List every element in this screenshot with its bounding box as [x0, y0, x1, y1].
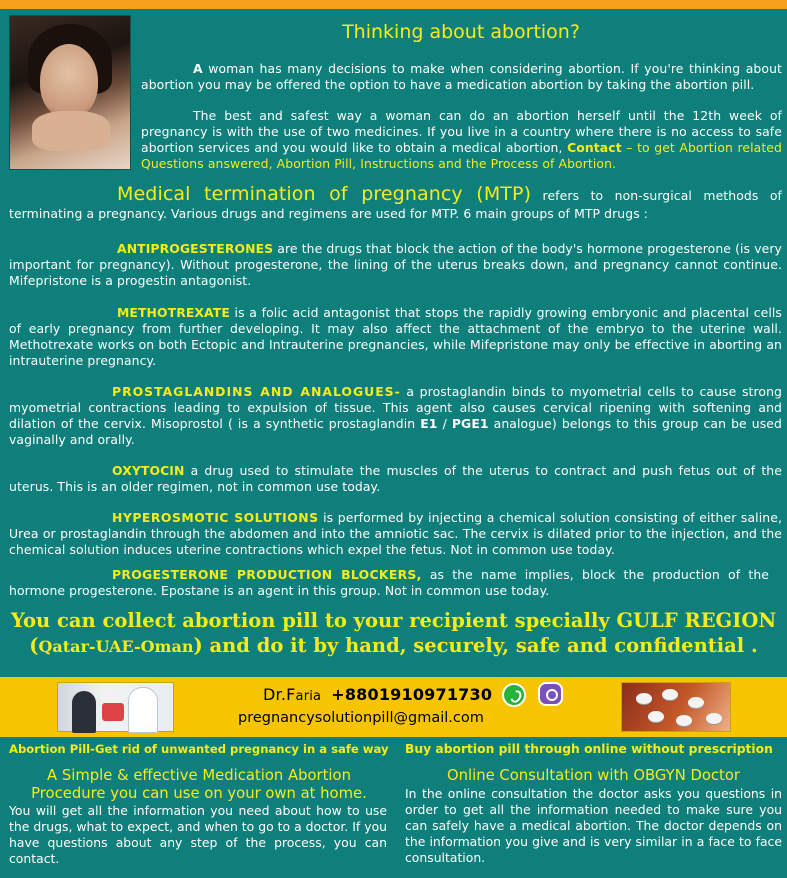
pill-shape	[706, 713, 722, 724]
drug-progesterone-blockers	[9, 567, 769, 599]
pge1-label: PGE1	[451, 416, 489, 431]
phone-number[interactable]: +8801910971730	[331, 685, 493, 704]
drug-methotrexate	[9, 305, 782, 369]
left-column-heading: Abortion Pill-Get rid of unwanted pregnancy in a safe way	[9, 742, 389, 756]
pill-shape	[662, 689, 678, 700]
drug-name: HYPEROSMOTIC SOLUTIONS	[112, 510, 319, 525]
drug-hyperosmotic-solutions	[9, 510, 782, 558]
left-column-title: A Simple & effective Medication Abortion Procedure you can use on your own at home.	[31, 767, 367, 802]
gulf-region-notice	[8, 608, 779, 659]
doctor-consultation-photo	[57, 682, 174, 732]
drug-prostaglandins	[9, 384, 782, 448]
photo-hand-shape	[32, 111, 110, 151]
doctor-name-rest: aria	[295, 689, 322, 704]
top-accent-bar	[0, 0, 787, 9]
slash-separator: /	[437, 416, 452, 431]
doctor-contact	[263, 685, 492, 704]
contact-link-rest[interactable]: – to get Abortion related Questions answered, Abortion Pill, Instructions and the Process of Abortion.	[141, 140, 782, 171]
mtp-text: refers to non-surgical methods of terminating a pregnancy. Various drugs and regimens are used for MTP. 6 main groups of MTP drugs :	[9, 188, 783, 221]
doctor-figure	[128, 687, 158, 733]
pill-shape	[636, 693, 652, 704]
pill-shape	[648, 711, 664, 722]
desk-item	[102, 703, 124, 721]
drug-name: OXYTOCIN	[112, 463, 185, 478]
contact-band	[0, 677, 787, 737]
drug-oxytocin	[9, 463, 782, 495]
pill-shape	[688, 697, 704, 708]
intro-paragraph-1-text: woman has many decisions to make when considering abortion. If you're thinking about abortion you may be offered the option to have a medication abortion by taking the abortion pill.	[141, 61, 782, 92]
intro-paragraph-2	[141, 108, 782, 172]
viber-icon[interactable]	[538, 682, 563, 706]
drug-description: a prostaglandin binds to myometrial cells to cause strong myometrial contractions leading to expulsion of tissue. This agent also causes cervical ripening with softening and dilation of the cervix. Misoprostol ( is a synthetic prostaglandin	[9, 384, 782, 431]
gulf-line-2: ) and do it by hand, securely, safe and confidential .	[193, 634, 758, 657]
intro-paragraph-1	[141, 61, 782, 93]
pill-shape	[676, 715, 692, 726]
right-column-text: In the online consultation the doctor asks you questions in order to get all the information needed to make sure you can safely have a medical abortion. The doctor depends on the information you give and is very similar in a face to face consultation.	[405, 786, 782, 865]
doctor-name-prefix: Dr.F	[263, 685, 296, 704]
gulf-region-names: Qatar-UAE-Oman	[38, 637, 194, 656]
abortion-pills-photo	[621, 682, 731, 732]
whatsapp-icon[interactable]	[502, 683, 526, 707]
right-column-heading: Buy abortion pill through online without prescription	[405, 742, 773, 756]
drug-description: are the drugs that block the action of the body's hormone progesterone (is very important for pregnancy). Without progesterone, the lining of the uterus breaks down, and pregnancy cannot continue. Mifepristone is a progestin antagonist.	[9, 241, 782, 288]
page-title: Thinking about abortion?	[342, 21, 580, 43]
drug-description: a drug used to stimulate the muscles of the uterus to contract and push fetus out of the uterus. This is an older regimen, not in common use today.	[9, 463, 782, 494]
gulf-line-1: You can collect abortion pill to your recipient specially GULF REGION	[10, 609, 777, 632]
woman-thinking-photo	[9, 15, 131, 170]
drug-name: ANTIPROGESTERONES	[117, 241, 274, 256]
drug-name: PROSTAGLANDINS AND ANALOGUES-	[112, 384, 401, 399]
drug-name: PROGESTERONE PRODUCTION BLOCKERS,	[112, 567, 422, 582]
drug-description: as the name implies, block the production of the hormone progesterone. Epostane is an agent in this group. Not in common use today.	[9, 567, 770, 598]
drug-description-end: analogue) belongs to this group can be used vaginally and orally.	[9, 416, 782, 447]
mtp-heading: Medical termination of pregnancy (MTP)	[117, 183, 532, 205]
contact-link[interactable]: Contact	[567, 140, 622, 155]
contact-email[interactable]: pregnancysolutionpill@gmail.com	[238, 710, 484, 726]
mtp-paragraph	[9, 185, 782, 223]
drug-description: is performed by injecting a chemical solution consisting of either saline, Urea or prostaglandin through the abdomen and into the amniotic sac. The cervix is dilated prior to the injection, and the chemical solution induces uterine contractions which expel the fetus. Not in common use today.	[9, 510, 782, 557]
left-column-text: You will get all the information you need about how to use the drugs, what to expect, and when to go to a doctor. If you have questions about any step of the process, you can contact.	[9, 803, 387, 866]
drug-description: is a folic acid antagonist that stops the rapidly growing embryonic and placental cells of early pregnancy from further developing. It may also affect the attachment of the embryo to the uterine wall. Methotrexate works on both Ectopic and Intrauterine pregnancies, while Mifepristone may only be effective in aborting an intrauterine pregnancy.	[9, 305, 782, 368]
drug-name: METHOTREXATE	[117, 305, 230, 320]
drug-antiprogesterones	[9, 241, 782, 289]
right-column-title: Online Consultation with OBGYN Doctor	[446, 767, 740, 784]
e1-label: E1	[420, 416, 438, 431]
intro-dropcap: A	[193, 61, 203, 76]
gulf-open-paren: (	[29, 634, 39, 657]
photo-face-shape	[40, 44, 98, 118]
patient-figure	[72, 691, 96, 733]
intro-paragraph-2-text: The best and safest way a woman can do an abortion herself until the 12th week of pregnancy is with the use of two medicines. If you live in a country where there is no access to safe abortion services and you would like to obtain a medical abortion,	[141, 108, 782, 155]
